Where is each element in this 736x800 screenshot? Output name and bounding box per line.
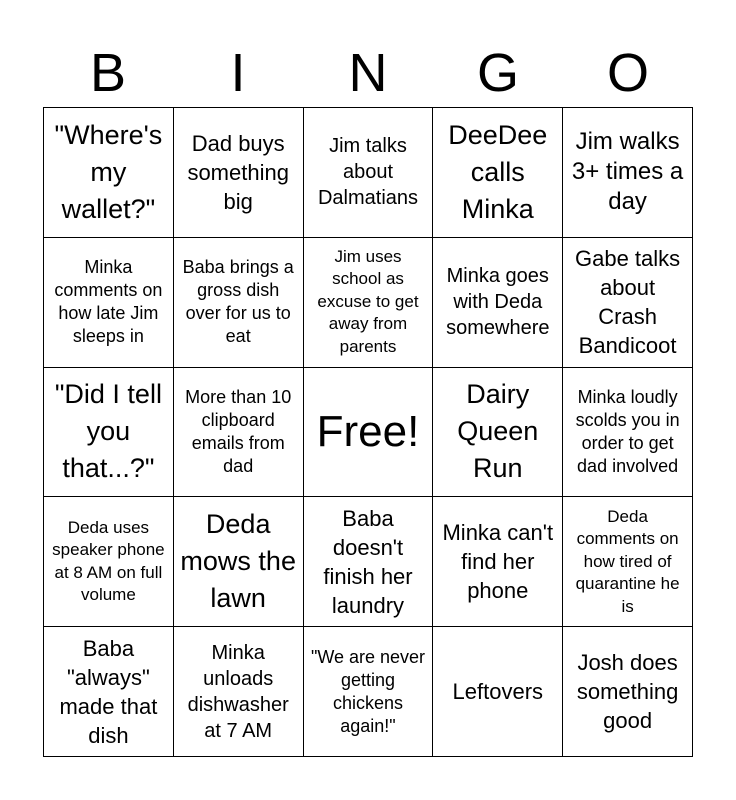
cell-text: Jim talks about Dalmatians — [317, 135, 419, 210]
bingo-cell[interactable] — [433, 368, 563, 498]
cell-text: Dairy Queen Run — [457, 379, 539, 484]
bingo-cell[interactable] — [174, 497, 304, 627]
cell-text: Josh does something good — [576, 650, 679, 734]
cell-text: Gabe talks about Crash Bandicoot — [575, 246, 681, 359]
bingo-cell[interactable] — [44, 627, 174, 757]
bingo-cell[interactable] — [433, 238, 563, 368]
cell-text: Minka unloads dishwasher at 7 AM — [187, 641, 289, 742]
cell-text: DeeDee calls Minka — [448, 119, 548, 224]
bingo-card — [43, 107, 693, 757]
bingo-cell[interactable] — [44, 497, 174, 627]
cell-text: "Did I tell you that...?" — [54, 379, 162, 484]
bingo-cell[interactable] — [563, 497, 693, 627]
bingo-header — [43, 40, 693, 106]
cell-text: "We are never getting chickens again!" — [310, 646, 426, 736]
cell-text: Jim walks 3+ times a day — [571, 128, 684, 216]
cell-text: More than 10 clipboard emails from dad — [185, 386, 292, 476]
cell-text: Minka loudly scolds you in order to get dad involved — [575, 386, 680, 476]
bingo-cell[interactable] — [304, 108, 434, 238]
free-space[interactable] — [304, 368, 434, 498]
bingo-cell[interactable] — [563, 368, 693, 498]
cell-text: Minka can't find her phone — [442, 520, 554, 604]
cell-text: Minka comments on how late Jim sleeps in — [54, 257, 163, 347]
cell-text: Baba brings a gross dish over for us to eat — [182, 257, 294, 347]
bingo-cell[interactable] — [44, 238, 174, 368]
cell-text: Deda mows the lawn — [180, 509, 296, 614]
bingo-cell[interactable] — [304, 627, 434, 757]
bingo-cell[interactable] — [563, 108, 693, 238]
bingo-cell[interactable] — [563, 627, 693, 757]
bingo-cell[interactable] — [44, 368, 174, 498]
bingo-cell[interactable] — [433, 627, 563, 757]
cell-text: "Where's my wallet?" — [54, 119, 163, 224]
bingo-cell[interactable] — [174, 368, 304, 498]
bingo-cell[interactable] — [304, 238, 434, 368]
bingo-cell[interactable] — [304, 497, 434, 627]
cell-text: Deda comments on how tired of quarantine he is — [575, 506, 680, 616]
bingo-cell[interactable] — [44, 108, 174, 238]
header-letter-n: N — [348, 43, 388, 103]
bingo-cell[interactable] — [433, 108, 563, 238]
cell-text: Deda uses speaker phone at 8 AM on full volume — [52, 517, 165, 605]
header-letter-b: B — [89, 43, 127, 103]
cell-text: Baba doesn't finish her laundry — [323, 505, 413, 618]
cell-text: Baba "always" made that dish — [59, 635, 158, 748]
header-letter-g: G — [476, 43, 519, 103]
header-letter-i: I — [230, 43, 246, 103]
bingo-cell[interactable] — [174, 108, 304, 238]
bingo-cell[interactable] — [174, 238, 304, 368]
cell-text: Dad buys something big — [187, 130, 289, 214]
bingo-cell[interactable] — [174, 627, 304, 757]
header-letter-o: O — [606, 43, 649, 103]
bingo-cell[interactable] — [433, 497, 563, 627]
cell-text: Minka goes with Deda somewhere — [446, 265, 550, 340]
cell-text: Free! — [316, 406, 420, 456]
bingo-cell[interactable] — [563, 238, 693, 368]
cell-text: Leftovers — [452, 679, 544, 705]
cell-text: Jim uses school as excuse to get away from parents — [317, 246, 419, 356]
